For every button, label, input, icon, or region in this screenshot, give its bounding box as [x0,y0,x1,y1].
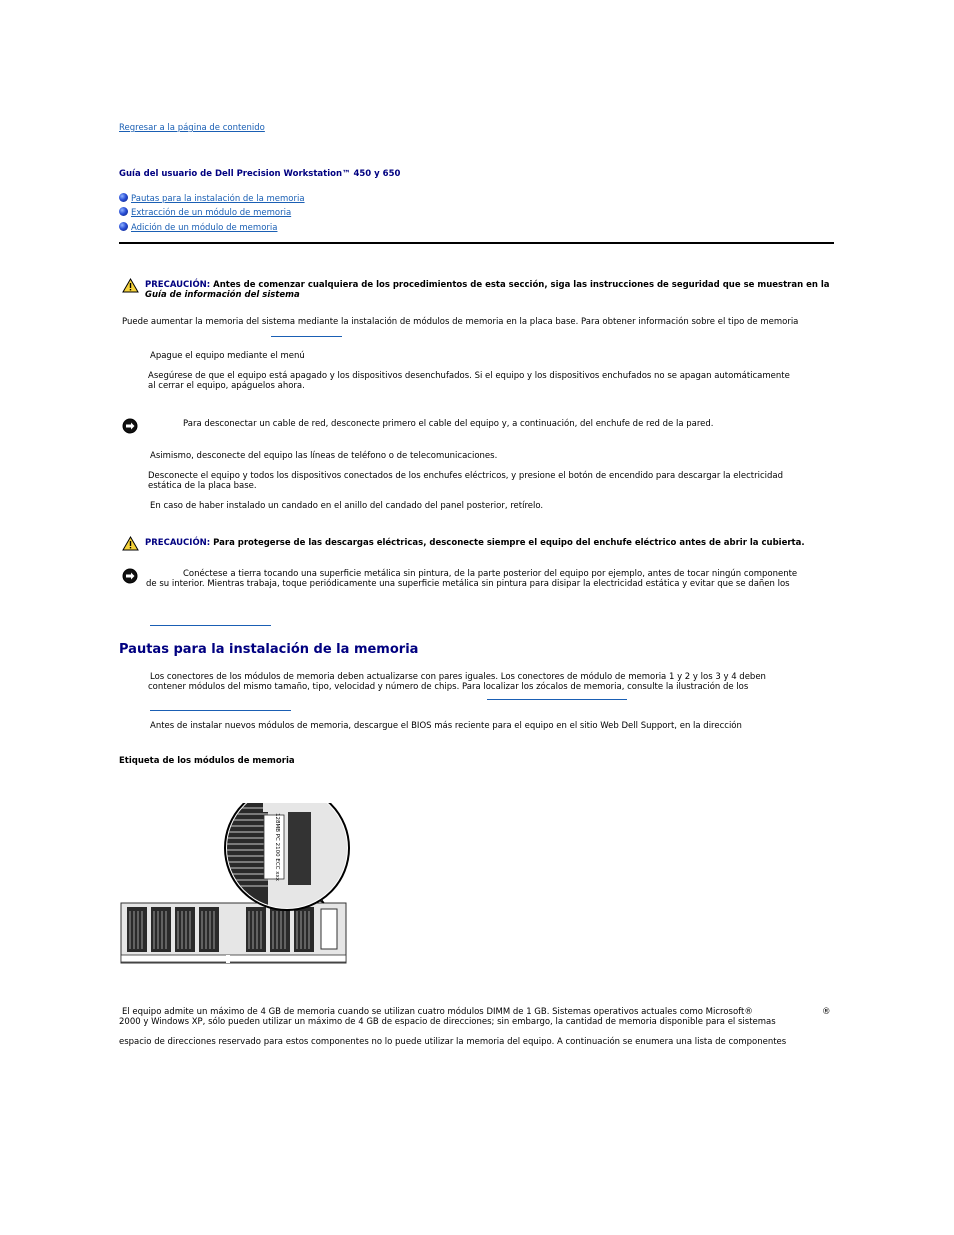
toc-link-removing[interactable]: Extracción de un módulo de memoria [131,208,292,218]
page-title: Guía del usuario de Dell Precision Workstation™ 450 y 650 [119,169,401,179]
notice-text-2a: Conéctese a tierra tocando una superficie metálica sin pintura, de la parte posterior del equipo por ejemplo, antes de tocar ningún componente [183,569,798,579]
caution-text-1 [145,280,830,290]
caution-icon [122,278,139,293]
toc-link-adding[interactable]: Adición de un módulo de memoria [131,223,278,233]
step-shutdown: Apague el equipo mediante el menú [150,351,305,361]
guideline-p1a: Los conectores de los módulos de memoria deben actualizarse con pares iguales. Los conectores de módulo de memoria 1 y 2 y los 3 y 4 deben [150,672,766,682]
module-label-text: 128MB PC 2100 ECC xxx [274,812,280,882]
notice-icon [122,568,138,584]
guideline-p1b: contener módulos del mismo tamaño, tipo, velocidad y número de chips. Para localizar los zócalos de memoria, consulte la ilustración de los [148,682,749,692]
link-fragment[interactable] [487,699,627,700]
caution-text-2 [145,538,805,548]
bullet-icon [119,193,128,202]
caution-icon [122,536,139,551]
notice-icon [122,418,138,434]
step-disconnect-phone: Asimismo, desconecte del equipo las líneas de teléfono o de telecomunicaciones. [150,451,498,461]
toc-link-guidelines[interactable]: Pautas para la instalación de la memoria [131,194,305,204]
step-ensure-off-2: al cerrar el equipo, apáguelos ahora. [148,381,305,391]
memory-text-line2: 2000 y Windows XP, sólo pueden utilizar un máximo de 4 GB de espacio de direcciones; sin embargo, la cantidad de memoria disponible para el sistemas [119,1017,776,1027]
caution-label: PRECAUCIÓN: [145,280,211,290]
guideline-p2: Antes de instalar nuevos módulos de memoria, descargue el BIOS más reciente para el equipo en el sitio Web Dell Support, en la dirección [150,721,742,731]
notice-text-1: Para desconectar un cable de red, desconecte primero el cable del equipo y, a continuación, del enchufe de red de la pared. [183,419,714,429]
link-fragment[interactable] [150,625,271,626]
memory-text-line3: espacio de direcciones reservado para estos componentes no lo puede utilizar la memoria del equipo. A continuación se enumera una lista de componentes [119,1037,787,1047]
back-to-contents-link[interactable]: Regresar a la página de contenido [119,123,265,133]
link-fragment[interactable] [271,336,342,337]
step-unplug-1: Desconecte el equipo y todos los dispositivos conectados de los enchufes eléctricos, y presione el botón de encendido para descargar la electricidad [148,471,784,481]
figure-caption: Etiqueta de los módulos de memoria [119,756,295,766]
link-fragment[interactable] [150,710,291,711]
caution-label: PRECAUCIÓN: [145,538,211,548]
registered-mark: ® [822,1007,831,1017]
toc-item-adding[interactable] [119,222,277,233]
bullet-icon [119,222,128,231]
bullet-icon [119,207,128,216]
step-ensure-off-1: Asegúrese de que el equipo está apagado y los dispositivos desenchufados. Si el equipo y los dispositivos enchufados no se apagan automáticamente [148,371,790,381]
toc-item-guidelines[interactable] [119,193,305,204]
toc-item-removing[interactable] [119,207,291,218]
caution-body: Para protegerse de las descargas eléctricas, desconecte siempre el equipo del enchufe eléctrico antes de abrir la cubierta. [210,538,805,548]
intro-paragraph: Puede aumentar la memoria del sistema mediante la instalación de módulos de memoria en la placa base. Para obtener información sobre el tipo de memoria [122,317,799,327]
memory-text-line1: El equipo admite un máximo de 4 GB de memoria cuando se utilizan cuatro módulos DIMM de 1 GB. Sistemas operativos actuales como Microsoft® [122,1007,753,1017]
memory-module-illustration [118,803,350,967]
notice-text-2b: de su interior. Mientras trabaja, toque periódicamente una superficie metálica sin pintura para disipar la electricidad estática y evitar que se dañen los [146,579,790,589]
section-divider [119,242,834,244]
caution-body: Antes de comenzar cualquiera de los procedimientos de esta sección, siga las instrucciones de seguridad que se muestran en la [210,280,830,290]
safety-guide-title: Guía de información del sistema [145,290,300,300]
section-heading-guidelines: Pautas para la instalación de la memoria [119,642,419,657]
step-unplug-2: estática de la placa base. [148,481,257,491]
step-remove-padlock: En caso de haber instalado un candado en el anillo del candado del panel posterior, retírelo. [150,501,544,511]
